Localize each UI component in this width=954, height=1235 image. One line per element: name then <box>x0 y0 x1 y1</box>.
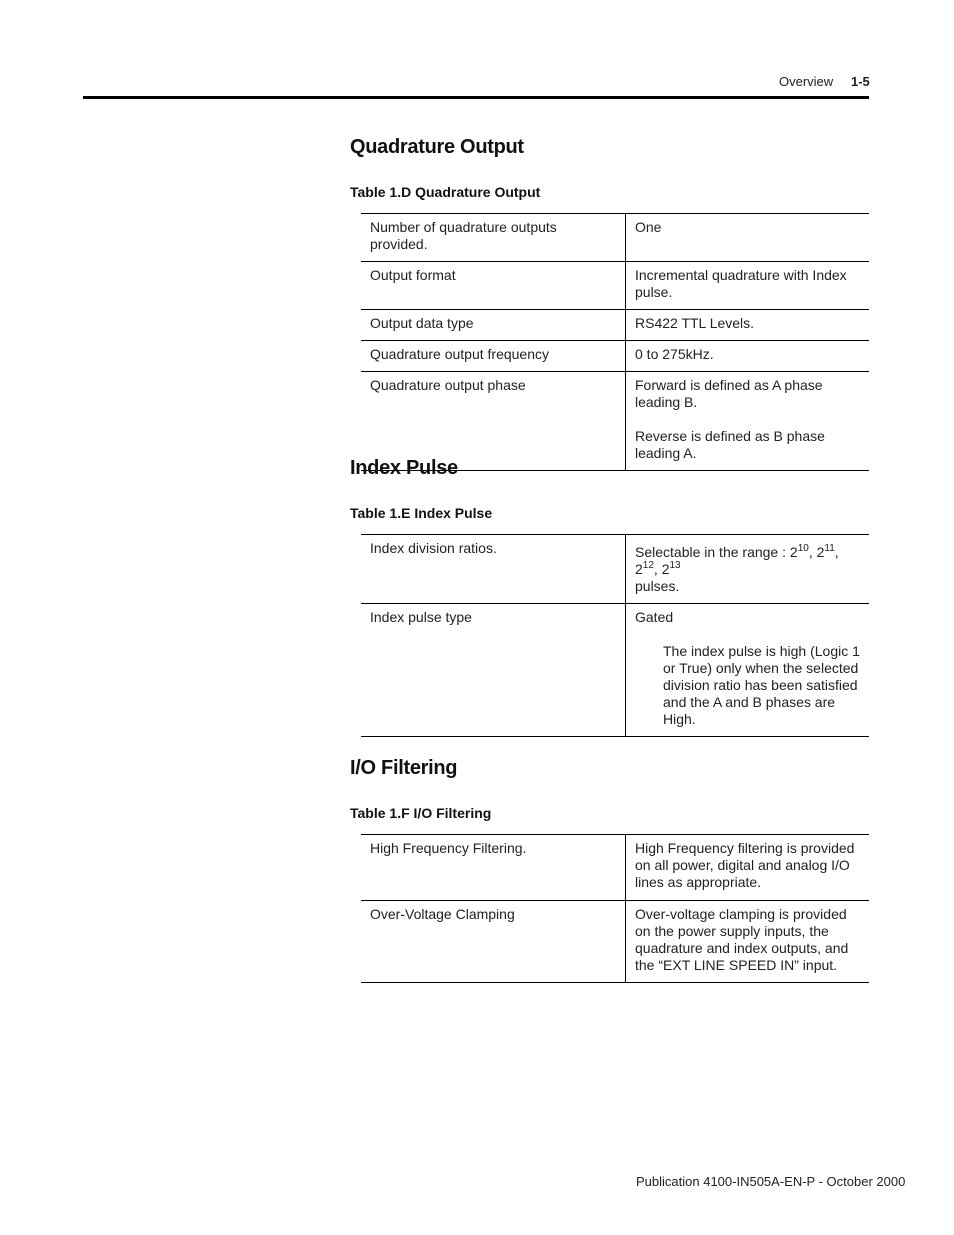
table-caption-quadrature-output: Table 1.D Quadrature Output <box>350 184 541 200</box>
table-row <box>361 262 869 310</box>
row-key: Output format <box>361 262 626 310</box>
ratio-exponent: 10 <box>797 543 809 554</box>
row-key: Quadrature output phase <box>361 372 626 471</box>
table-row <box>361 310 869 341</box>
row-value: 0 to 275kHz. <box>626 341 870 372</box>
row-key: Over-Voltage Clamping <box>361 901 626 983</box>
ratio-separator: , <box>653 561 662 577</box>
value-ratio-line <box>635 544 861 578</box>
row-value: Incremental quadrature with Index pulse. <box>626 262 870 310</box>
ratio-base: 2 <box>816 544 825 560</box>
table-row <box>361 535 869 604</box>
row-key: High Frequency Filtering. <box>361 835 626 901</box>
ratio-exponent: 11 <box>824 543 835 554</box>
ratio-separator: , <box>834 544 839 560</box>
ratio-separator: , <box>808 544 817 560</box>
ratio-exponent: 13 <box>669 560 681 571</box>
table-quadrature-output <box>361 213 869 471</box>
value-line-gated: Gated <box>635 609 674 625</box>
ratio-suffix: pulses. <box>635 578 680 594</box>
table-row <box>361 341 869 372</box>
row-key: Index pulse type <box>361 604 626 737</box>
table-row <box>361 214 869 262</box>
value-line-forward: Forward is defined as A phase leading B. <box>635 377 823 410</box>
table-caption-index-pulse: Table 1.E Index Pulse <box>350 505 493 521</box>
table-row <box>361 372 869 471</box>
row-value <box>626 372 870 471</box>
page-number: 1-5 <box>851 74 870 89</box>
row-value <box>626 604 870 737</box>
ratio-base: 2 <box>789 544 798 560</box>
ratio-exponent: 12 <box>642 560 654 571</box>
row-value: RS422 TTL Levels. <box>626 310 870 341</box>
row-value: High Frequency filtering is provided on all power, digital and analog I/O lines as appropriate. <box>626 835 870 901</box>
section-heading-index-pulse: Index Pulse <box>350 457 458 479</box>
table-row <box>361 835 869 901</box>
ratio-base: 2 <box>635 561 643 577</box>
section-heading-quadrature-output: Quadrature Output <box>350 136 524 158</box>
table-row <box>361 901 869 983</box>
value-line-reverse: Reverse is defined as B phase leading A. <box>635 428 825 461</box>
table-index-pulse <box>361 534 869 737</box>
ratio-base: 2 <box>661 561 670 577</box>
section-heading-io-filtering: I/O Filtering <box>350 757 458 779</box>
header-rule <box>83 96 869 99</box>
value-line-description: The index pulse is high (Logic 1 or True) only when the selected division ratio has been satisfied and the A and B phases are High. <box>663 643 860 727</box>
row-key: Number of quadrature outputs provided. <box>361 214 626 262</box>
row-value: One <box>626 214 870 262</box>
table-caption-io-filtering: Table 1.F I/O Filtering <box>350 805 492 821</box>
row-value: Over-voltage clamping is provided on the power supply inputs, the quadrature and index outputs, and the “EXT LINE SPEED IN” input. <box>626 901 870 983</box>
ratio-prefix: Selectable in the range : <box>635 544 790 560</box>
publication-footer: Publication 4100-IN505A-EN-P - October 2000 <box>636 1174 906 1189</box>
row-key: Quadrature output frequency <box>361 341 626 372</box>
running-header-section: Overview <box>779 74 834 89</box>
table-io-filtering <box>361 834 869 983</box>
row-key: Output data type <box>361 310 626 341</box>
row-key: Index division ratios. <box>361 535 626 604</box>
row-value <box>626 535 870 604</box>
table-row <box>361 604 869 737</box>
